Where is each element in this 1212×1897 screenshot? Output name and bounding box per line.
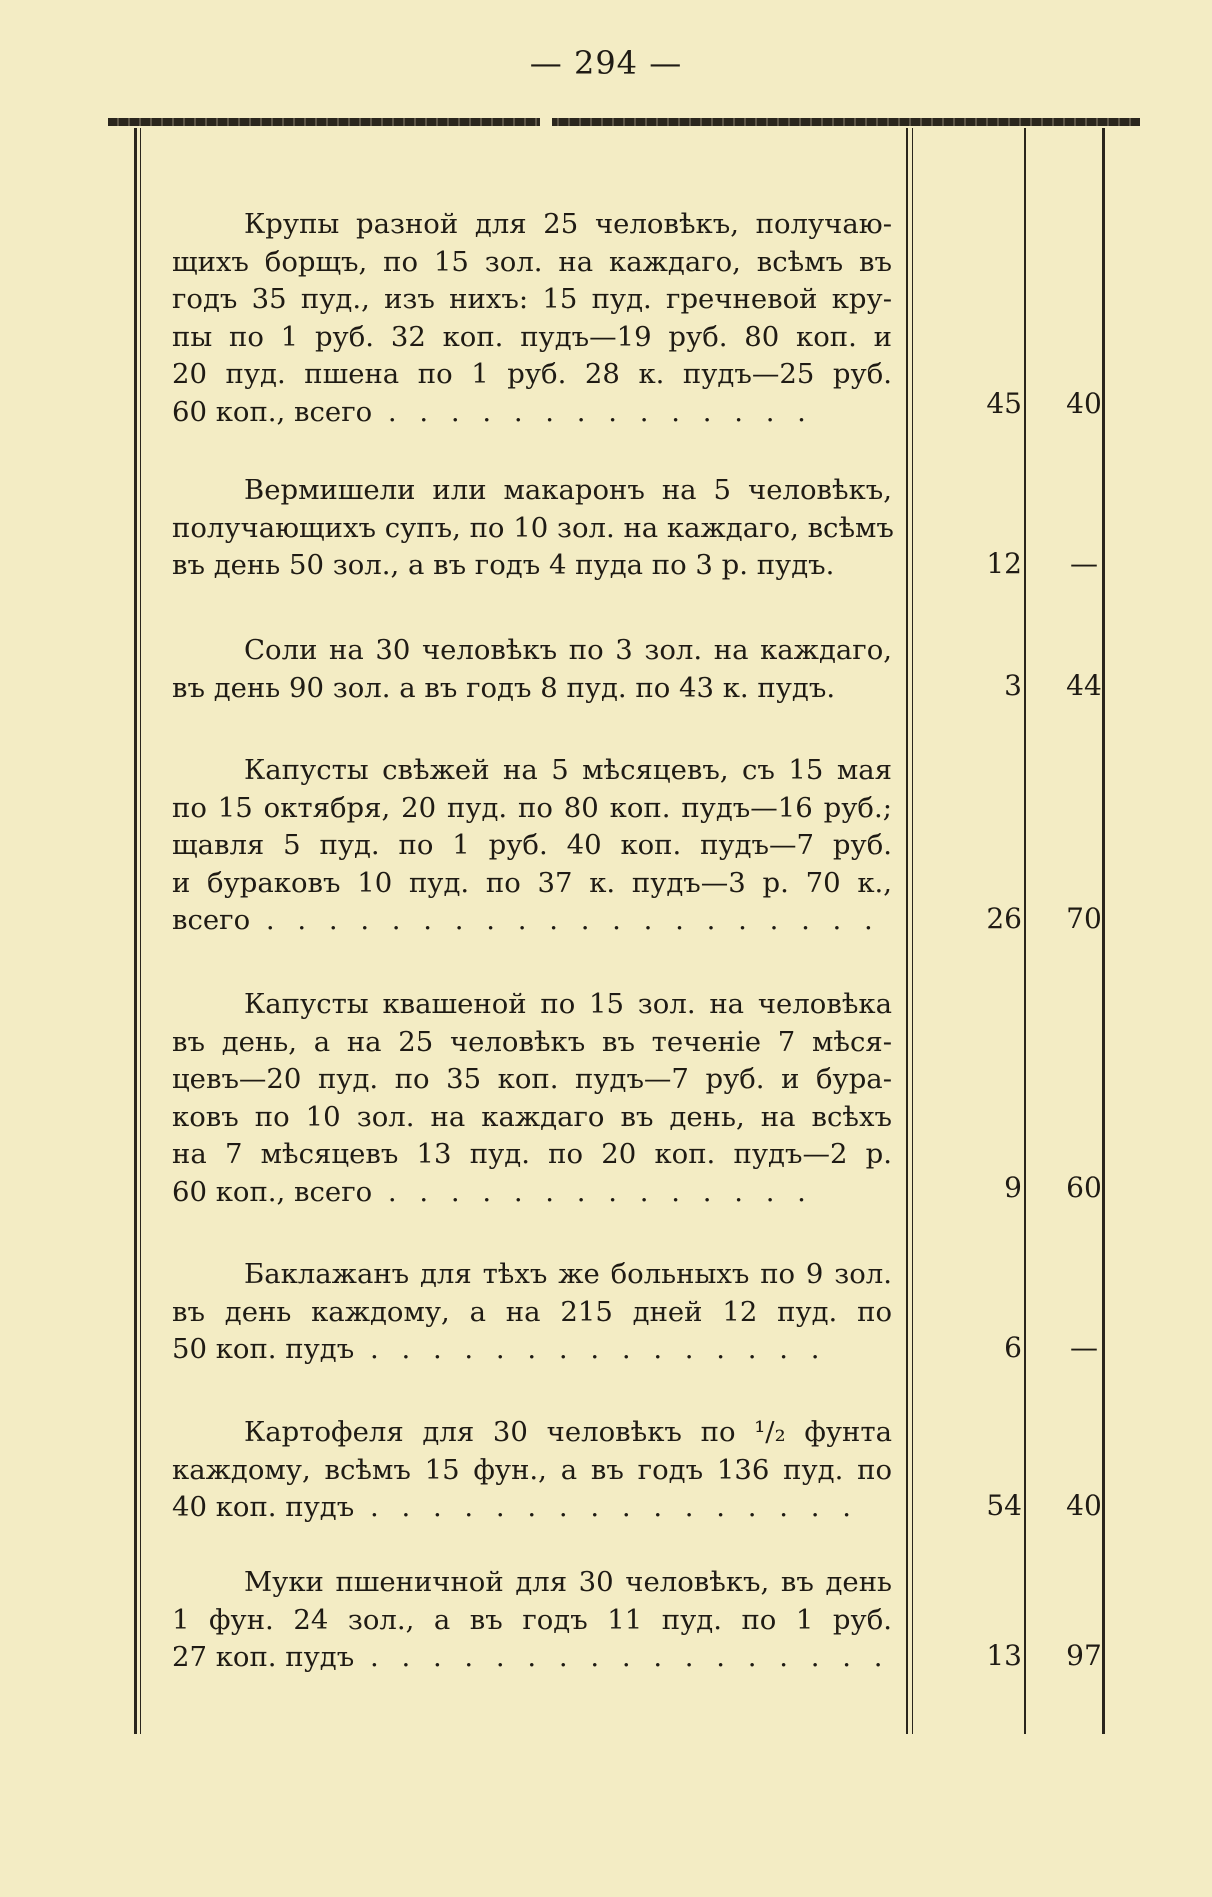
entry-line: Соли на 30 человѣкъ по 3 зол. на каждаго,	[244, 634, 892, 666]
entry-line: въ день каждому, а на 215 дней 12 пуд. по	[172, 1295, 892, 1328]
entry-line: въ день, а на 25 человѣкъ въ теченіе 7 мѣся-	[172, 1025, 892, 1058]
kopecks-value: 44	[1066, 669, 1102, 702]
kopecks-value: —	[1070, 547, 1098, 580]
text-column-divider	[906, 128, 908, 1734]
rubles-value: 54	[986, 1489, 1022, 1522]
entry-line: Капусты квашеной по 15 зол. на человѣка	[244, 988, 892, 1020]
entry-line: щихъ борщъ, по 15 зол. на каждаго, всѣмъ въ	[172, 245, 892, 278]
entry-line: 27 коп. пудъ . . . . . . . . . . . . . . . . .	[172, 1641, 890, 1674]
entry-cereals	[172, 206, 892, 432]
entry-line: Муки пшеничной для 30 человѣкъ, въ день	[244, 1566, 892, 1598]
entry-salt	[172, 632, 892, 707]
top-rule-gap	[540, 116, 552, 128]
entry-line: щавля 5 пуд. по 1 руб. 40 коп. пудъ—7 руб.	[172, 829, 892, 862]
entry-sauerkraut	[172, 986, 892, 1212]
entry-line: Картофеля для 30 человѣкъ по ¹/₂ фунта	[244, 1416, 892, 1448]
rubles-value: 12	[986, 547, 1022, 580]
entry-line: и бураковъ 10 пуд. по 37 к. пудъ—3 р. 70 к.,	[172, 866, 892, 899]
entry-line: всего . . . . . . . . . . . . . . . . . . . .	[172, 904, 880, 937]
entry-line: годъ 35 пуд., изъ нихъ: 15 пуд. гречневой кру-	[172, 283, 892, 316]
entry-fresh-cabbage	[172, 752, 892, 940]
rub-kop-divider	[1024, 128, 1026, 1734]
entry-line: цевъ—20 пуд. по 35 коп. пудъ—7 руб. и бура-	[172, 1063, 892, 1096]
rubles-value: 9	[1004, 1171, 1022, 1204]
entry-line: Баклажанъ для тѣхъ же больныхъ по 9 зол.	[244, 1258, 892, 1290]
entry-line: Крупы разной для 25 человѣкъ, получаю-	[244, 208, 892, 240]
rubles-value: 26	[986, 902, 1022, 935]
rubles-value: 6	[1004, 1331, 1022, 1364]
entry-line: каждому, всѣмъ 15 фун., а въ годъ 136 пуд. по	[172, 1453, 892, 1486]
entry-vermicelli	[172, 472, 892, 585]
page-number: — 294 —	[529, 44, 683, 82]
kopecks-value: 40	[1066, 387, 1102, 420]
top-rule	[108, 118, 1140, 126]
kopecks-value: 40	[1066, 1489, 1102, 1522]
entry-line: ковъ по 10 зол. на каждаго въ день, на всѣхъ	[172, 1100, 892, 1133]
entry-line: 60 коп., всего . . . . . . . . . . . . . .	[172, 1175, 813, 1208]
entry-line: 50 коп. пудъ . . . . . . . . . . . . . . .	[172, 1333, 827, 1366]
entry-potatoes	[172, 1414, 892, 1527]
entry-line: по 15 октября, 20 пуд. по 80 коп. пудъ—16 руб.;	[172, 791, 892, 824]
rubles-value: 45	[986, 387, 1022, 420]
kopecks-value: 60	[1066, 1171, 1102, 1204]
left-border-line	[134, 128, 137, 1734]
entry-line: въ день 50 зол., а въ годъ 4 пуда по 3 р. пудъ.	[172, 549, 835, 582]
entry-wheat-flour	[172, 1564, 892, 1677]
entry-line: Вермишели или макаронъ на 5 человѣкъ,	[244, 474, 892, 506]
entry-line: 20 пуд. пшена по 1 руб. 28 к. пудъ—25 руб.	[172, 358, 892, 391]
kopecks-value: —	[1070, 1331, 1098, 1364]
entry-line: въ день 90 зол. а въ годъ 8 пуд. по 43 к. пудъ.	[172, 671, 836, 704]
entry-eggplant	[172, 1256, 892, 1369]
entry-line: получающихъ супъ, по 10 зол. на каждаго, всѣмъ	[172, 511, 894, 544]
kopecks-value: 70	[1066, 902, 1102, 935]
kopecks-value: 97	[1066, 1639, 1102, 1672]
entry-line: 40 коп. пудъ . . . . . . . . . . . . . . . .	[172, 1491, 858, 1524]
entry-line: пы по 1 руб. 32 коп. пудъ—19 руб. 80 коп. и	[172, 320, 892, 353]
entry-line: на 7 мѣсяцевъ 13 пуд. по 20 коп. пудъ—2 р.	[172, 1138, 892, 1171]
entry-line: 1 фун. 24 зол., а въ годъ 11 пуд. по 1 руб.	[172, 1603, 892, 1636]
entry-line: Капусты свѣжей на 5 мѣсяцевъ, съ 15 мая	[244, 754, 892, 786]
rubles-value: 3	[1004, 669, 1022, 702]
text-column-divider-thin	[912, 128, 913, 1734]
rubles-value: 13	[986, 1639, 1022, 1672]
entry-line: 60 коп., всего . . . . . . . . . . . . . .	[172, 395, 813, 428]
left-border-line-thin	[140, 128, 141, 1734]
